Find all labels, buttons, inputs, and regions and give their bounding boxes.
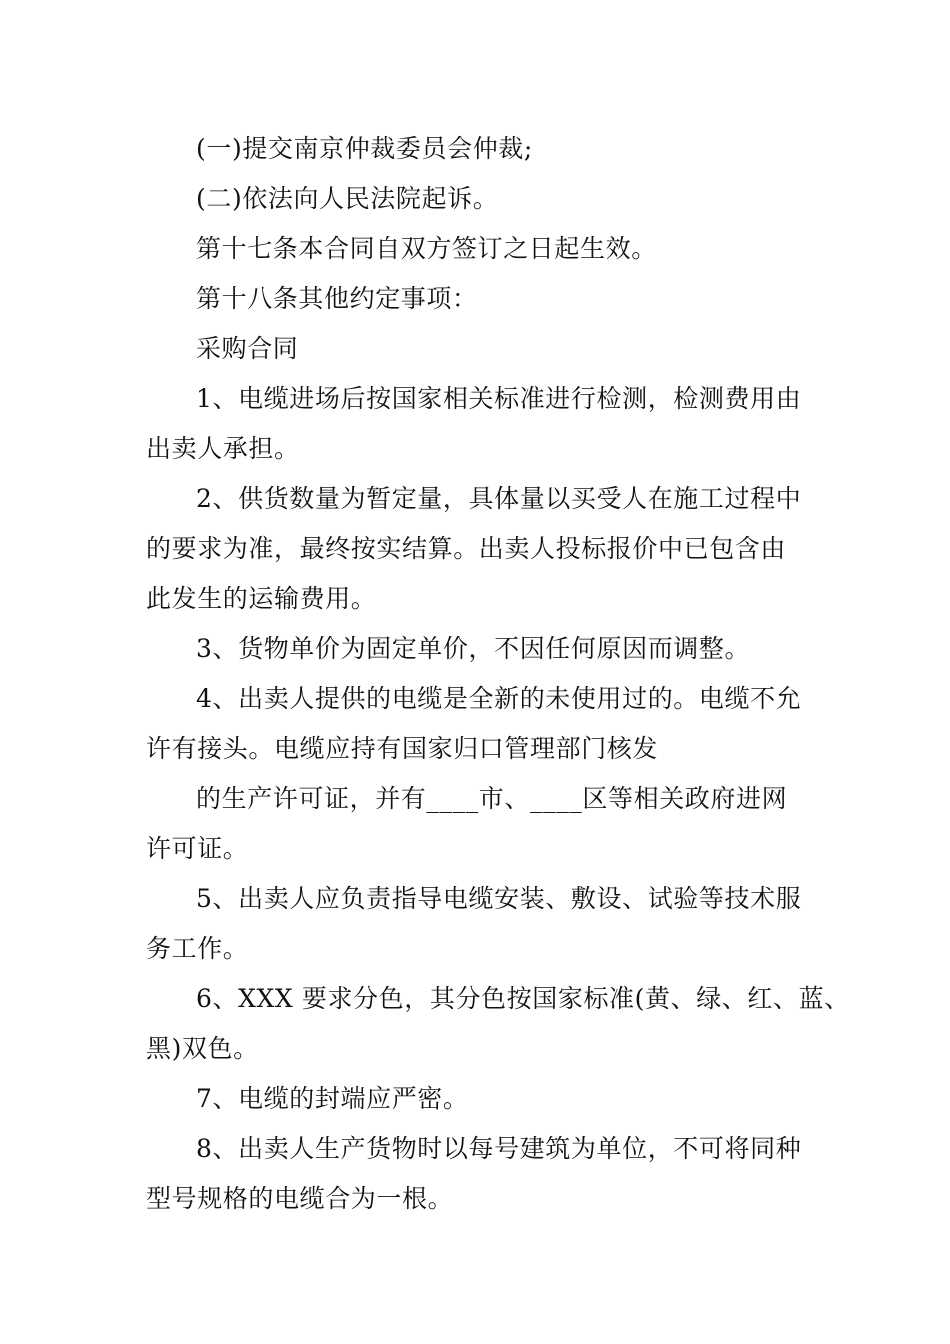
clause-4-line-4: 许可证。 — [146, 834, 249, 863]
article-17: 第十七条本合同自双方签订之日起生效。 — [196, 234, 657, 263]
clause-2-line-1: 2、供货数量为暂定量，具体量以买受人在施工过程中 — [196, 484, 802, 513]
clause-5-line-1: 5、出卖人应负责指导电缆安装、敷设、试验等技术服 — [196, 884, 802, 913]
clause-4-line-1: 4、出卖人提供的电缆是全新的未使用过的。电缆不允 — [196, 684, 802, 713]
clause-6-line-1: 6、XXX 要求分色，其分色按国家标准(黄、绿、红、蓝、 — [196, 984, 850, 1013]
clause-1-line-2: 出卖人承担。 — [146, 434, 300, 463]
clause-6-line-2: 黑)双色。 — [146, 1034, 259, 1063]
clause-1-line-1: 1、电缆进场后按国家相关标准进行检测，检测费用由 — [196, 384, 802, 413]
clause-8-line-1: 8、出卖人生产货物时以每号建筑为单位，不可将同种 — [196, 1134, 802, 1163]
clause-4-line-2: 许有接头。电缆应持有国家归口管理部门核发 — [146, 734, 659, 763]
clause-7: 7、电缆的封端应严密。 — [196, 1084, 469, 1113]
section-heading: 采购合同 — [196, 334, 299, 363]
article-18: 第十八条其他约定事项： — [196, 284, 478, 313]
clause-4-line-3: 的生产许可证，并有____市、____区等相关政府进网 — [196, 784, 788, 813]
clause-3: 3、货物单价为固定单价，不因任何原因而调整。 — [196, 634, 751, 663]
clause-2-line-3: 此发生的运输费用。 — [146, 584, 377, 613]
clause-5-line-2: 务工作。 — [146, 934, 249, 963]
clause-2-line-2: 的要求为准，最终按实结算。出卖人投标报价中已包含由 — [146, 534, 787, 563]
arbitration-option-1: (一)提交南京仲裁委员会仲裁; — [196, 134, 533, 163]
arbitration-option-2: (二)依法向人民法院起诉。 — [196, 184, 499, 213]
clause-8-line-2: 型号规格的电缆合为一根。 — [146, 1184, 454, 1213]
